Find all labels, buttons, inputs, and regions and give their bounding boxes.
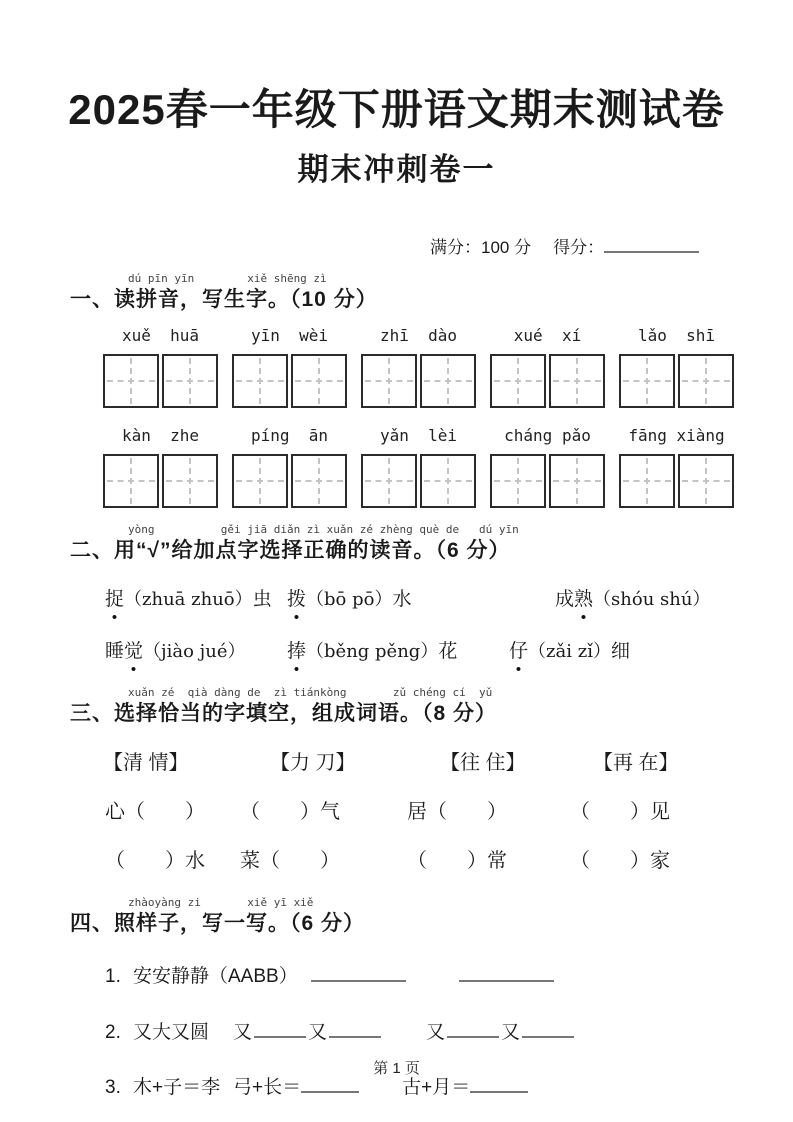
writing-grid-row-1 bbox=[70, 354, 793, 408]
section-4-heading: 四、照样子，写一写。（6 分） bbox=[70, 912, 366, 936]
writing-grid-pair bbox=[619, 354, 734, 408]
score-blank[interactable] bbox=[604, 239, 699, 253]
section-3-heading: 三、选择恰当的字填空，组成词语。（8 分） bbox=[70, 701, 498, 725]
example-item-2 bbox=[70, 1018, 793, 1048]
formula-text: 弓+长＝ bbox=[233, 1077, 302, 1099]
pronunciation-options: （bō pō） bbox=[306, 588, 393, 610]
writing-grid-cell[interactable] bbox=[549, 454, 605, 508]
writing-grid-pair bbox=[619, 454, 734, 508]
fill-blank-item[interactable]: 居（ ） bbox=[407, 801, 507, 824]
fill-blank-item[interactable]: 菜（ ） bbox=[240, 850, 340, 873]
writing-grid-cell[interactable] bbox=[232, 354, 288, 408]
pronunciation-options: （zhuā zhuō） bbox=[124, 588, 253, 610]
page-subtitle: 期末冲刺卷一 bbox=[297, 152, 496, 188]
pronunciation-options: （běng pěng） bbox=[306, 641, 439, 663]
pattern-group bbox=[233, 1018, 383, 1048]
section-1-heading: 一、读拼音，写生字。（10 分） bbox=[70, 288, 378, 312]
example-word: 安安静静（AABB） bbox=[133, 966, 298, 988]
answer-blank[interactable] bbox=[522, 1024, 574, 1038]
fill-blank-row-1 bbox=[70, 798, 793, 826]
full-score-label: 满分：100 分 bbox=[430, 238, 532, 258]
pinyin-word-row-2 bbox=[70, 426, 793, 445]
writing-grid-cell[interactable] bbox=[361, 354, 417, 408]
pinyin-word: cháng pǎo bbox=[504, 425, 591, 445]
section-2-heading: 二、用“√”给加点字选择正确的读音。（6 分） bbox=[70, 538, 511, 562]
pattern-group bbox=[426, 1018, 576, 1048]
writing-grid-cell[interactable] bbox=[291, 454, 347, 508]
plain-char: 睡 bbox=[105, 641, 125, 663]
pronunciation-item bbox=[287, 638, 509, 667]
score-label: 得分： bbox=[553, 238, 605, 258]
dotted-char: 仔 bbox=[509, 641, 529, 663]
pinyin-word: xuě huā bbox=[121, 325, 200, 345]
character-choice-pair: 【力 刀】 bbox=[270, 752, 356, 775]
answer-blank[interactable] bbox=[301, 1079, 359, 1093]
writing-grid-cell[interactable] bbox=[162, 454, 218, 508]
plain-char: 细 bbox=[610, 641, 630, 663]
page-number-footer: 第 1 页 bbox=[373, 1060, 420, 1077]
pronunciation-item bbox=[105, 638, 287, 667]
answer-blank[interactable] bbox=[459, 968, 554, 982]
section-2-choose-correct-pronunciation bbox=[0, 524, 793, 667]
character-choice-pair: 【往 住】 bbox=[440, 752, 526, 775]
formula-text: 古+月＝ bbox=[402, 1077, 471, 1099]
plain-char: 水 bbox=[392, 588, 412, 610]
writing-grid-pair bbox=[490, 354, 605, 408]
example-word: 木+子＝李 bbox=[133, 1077, 221, 1099]
writing-grid-cell[interactable] bbox=[162, 354, 218, 408]
writing-grid-cell[interactable] bbox=[103, 454, 159, 508]
item-number: 3. bbox=[105, 1077, 121, 1099]
pronunciation-options: （jiào jué） bbox=[143, 641, 246, 663]
writing-grid-row-2 bbox=[70, 454, 793, 508]
writing-grid-cell[interactable] bbox=[420, 354, 476, 408]
fill-blank-item[interactable]: （ ）家 bbox=[570, 850, 670, 873]
fill-blank-item[interactable]: （ ）气 bbox=[240, 801, 340, 824]
example-word: 又大又圆 bbox=[133, 1021, 210, 1043]
section-1-read-pinyin-write-characters bbox=[0, 273, 793, 507]
writing-grid-pair bbox=[232, 354, 347, 408]
pronunciation-options: （shóu shú） bbox=[593, 588, 711, 610]
character-choices-row bbox=[70, 749, 793, 777]
item-number: 1. bbox=[105, 966, 121, 988]
section-2-pinyin-annotation: yòng gěi jiā diǎn zì xuǎn zé zhèng què de dú yīn bbox=[128, 522, 519, 536]
writing-grid-pair bbox=[103, 354, 218, 408]
pinyin-word: zhī dào bbox=[379, 325, 458, 345]
writing-grid-cell[interactable] bbox=[619, 454, 675, 508]
pinyin-word: yīn wèi bbox=[250, 325, 329, 345]
fill-blank-row-2 bbox=[70, 847, 793, 875]
pinyin-word: píng ān bbox=[250, 425, 329, 445]
section-3-pinyin-annotation: xuǎn zé qià dàng de zì tiánkòng zǔ chéng cí yǔ bbox=[128, 685, 493, 699]
answer-blank[interactable] bbox=[254, 1024, 306, 1038]
dotted-char: 捧 bbox=[287, 641, 307, 663]
writing-grid-cell[interactable] bbox=[420, 454, 476, 508]
item-number: 2. bbox=[105, 1021, 121, 1043]
writing-grid-pair bbox=[232, 454, 347, 508]
writing-grid-cell[interactable] bbox=[678, 354, 734, 408]
plain-char: 虫 bbox=[252, 588, 272, 610]
answer-blank[interactable] bbox=[311, 968, 406, 982]
answer-blank[interactable] bbox=[329, 1024, 381, 1038]
dotted-char: 觉 bbox=[124, 641, 144, 663]
writing-grid-cell[interactable] bbox=[291, 354, 347, 408]
example-item-1 bbox=[70, 962, 793, 992]
repeat-char: 又 bbox=[308, 1021, 328, 1043]
repeat-char: 又 bbox=[233, 1021, 253, 1043]
repeat-char: 又 bbox=[426, 1021, 446, 1043]
fill-blank-item[interactable]: （ ）常 bbox=[407, 850, 507, 873]
dotted-char: 熟 bbox=[574, 588, 594, 610]
writing-grid-cell[interactable] bbox=[619, 354, 675, 408]
section-4-pinyin-annotation: zhàoyàng zi xiě yī xiě bbox=[128, 896, 314, 910]
writing-grid-cell[interactable] bbox=[232, 454, 288, 508]
pinyin-word: fāng xiàng bbox=[628, 425, 725, 445]
writing-grid-cell[interactable] bbox=[490, 354, 546, 408]
dotted-char: 捉 bbox=[105, 588, 125, 610]
writing-grid-pair bbox=[361, 454, 476, 508]
pronunciation-item bbox=[105, 586, 287, 615]
writing-grid-cell[interactable] bbox=[678, 454, 734, 508]
pinyin-word: lǎo shī bbox=[637, 325, 716, 345]
pronunciation-options: （zǎi zǐ） bbox=[528, 641, 611, 663]
score-line bbox=[0, 233, 793, 259]
pinyin-word: yǎn lèi bbox=[379, 425, 458, 445]
pronunciation-item bbox=[555, 586, 710, 615]
pinyin-word: xué xí bbox=[513, 325, 582, 345]
pinyin-word: kàn zhe bbox=[121, 425, 200, 445]
writing-grid-pair bbox=[490, 454, 605, 508]
dotted-char: 拨 bbox=[287, 588, 307, 610]
page-title: 2025春一年级下册语文期末测试卷 bbox=[68, 86, 725, 133]
section-3-choose-character-fill-blank bbox=[0, 687, 793, 875]
writing-grid-pair bbox=[103, 454, 218, 508]
plain-char: 花 bbox=[438, 641, 458, 663]
writing-grid-cell[interactable] bbox=[103, 354, 159, 408]
writing-grid-cell[interactable] bbox=[361, 454, 417, 508]
pinyin-word-row-1 bbox=[70, 326, 793, 345]
fill-blank-item[interactable]: （ ）见 bbox=[570, 801, 670, 824]
writing-grid-cell[interactable] bbox=[549, 354, 605, 408]
plain-char: 成 bbox=[555, 588, 575, 610]
section-1-pinyin-annotation: dú pīn yīn xiě shēng zì bbox=[128, 272, 327, 286]
answer-blank[interactable] bbox=[470, 1079, 528, 1093]
writing-grid-pair bbox=[361, 354, 476, 408]
character-choice-pair: 【再 在】 bbox=[593, 752, 679, 775]
repeat-char: 又 bbox=[501, 1021, 521, 1043]
pronunciation-row-1 bbox=[70, 586, 793, 615]
pronunciation-item bbox=[509, 638, 630, 667]
writing-grid-cell[interactable] bbox=[490, 454, 546, 508]
fill-blank-item[interactable]: （ ）水 bbox=[105, 850, 205, 873]
pronunciation-item bbox=[287, 586, 555, 615]
character-choice-pair: 【清 情】 bbox=[103, 752, 189, 775]
answer-blank[interactable] bbox=[447, 1024, 499, 1038]
pronunciation-row-2 bbox=[70, 638, 793, 667]
fill-blank-item[interactable]: 心（ ） bbox=[105, 801, 205, 824]
